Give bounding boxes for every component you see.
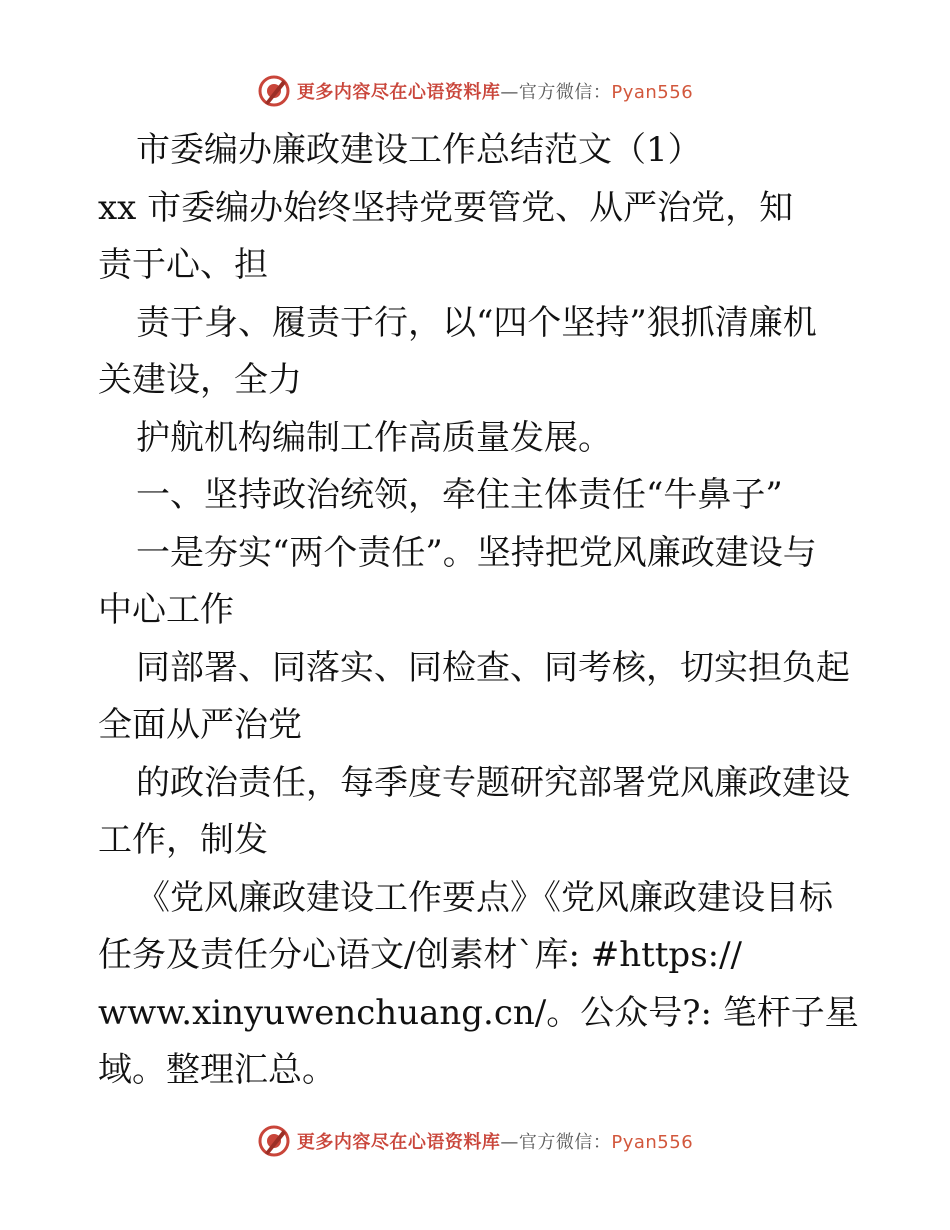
- paragraph-line: 责于心、担: [98, 245, 268, 285]
- watermark-dark-text: 官方微信：: [518, 82, 612, 103]
- watermark-text: [297, 1128, 693, 1154]
- paragraph-line: 护航机构编制工作高质量发展。: [136, 417, 612, 458]
- watermark-banner-bottom: [0, 1121, 950, 1161]
- paragraph-line: 一是夯实“两个责任”。坚持把党风廉政建设与: [136, 532, 817, 573]
- watermark-account: Pyan556: [611, 1132, 694, 1153]
- watermark-dash: —: [500, 1132, 519, 1153]
- brand-logo-icon: [257, 1124, 291, 1158]
- watermark-dash: —: [500, 82, 519, 103]
- paragraph-line: 任务及责任分心语文/创素材`库: #https://: [98, 935, 743, 975]
- paragraph-line: 域。整理汇总。: [98, 1050, 336, 1090]
- section-heading: 一、坚持政治统领，牵住主体责任“牛鼻子”: [136, 475, 783, 515]
- watermark-text: [297, 78, 693, 104]
- document-body: [98, 122, 858, 1100]
- paragraph-line: 同部署、同落实、同检查、同考核，切实担负起: [136, 647, 850, 688]
- paragraph-line: 关建设，全力: [98, 360, 302, 400]
- paragraph-line: 责于身、履责于行，以“四个坚持”狠抓清廉机: [136, 302, 817, 343]
- paragraph-line: 中心工作: [98, 590, 234, 630]
- watermark-banner-top: [0, 71, 950, 111]
- paragraph-line: 工作，制发: [98, 820, 268, 860]
- paragraph-line: 全面从严治党: [98, 705, 302, 745]
- document-title: 市委编办廉政建设工作总结范文（1）: [136, 130, 702, 170]
- brand-logo-icon: [257, 74, 291, 108]
- paragraph-line: xx 市委编办始终坚持党要管党、从严治党，知: [98, 187, 794, 228]
- watermark-account: Pyan556: [611, 82, 694, 103]
- paragraph-line: www.xinyuwenchuang.cn/。公众号?: 笔杆子星: [98, 992, 859, 1033]
- watermark-red-text: 更多内容尽在心语资料库: [296, 1132, 501, 1153]
- paragraph-line: 的政治责任，每季度专题研究部署党风廉政建设: [136, 762, 850, 803]
- watermark-dark-text: 官方微信：: [518, 1132, 612, 1153]
- watermark-red-text: 更多内容尽在心语资料库: [296, 82, 501, 103]
- paragraph-line: 《党风廉政建设工作要点》《党风廉政建设目标: [136, 877, 833, 918]
